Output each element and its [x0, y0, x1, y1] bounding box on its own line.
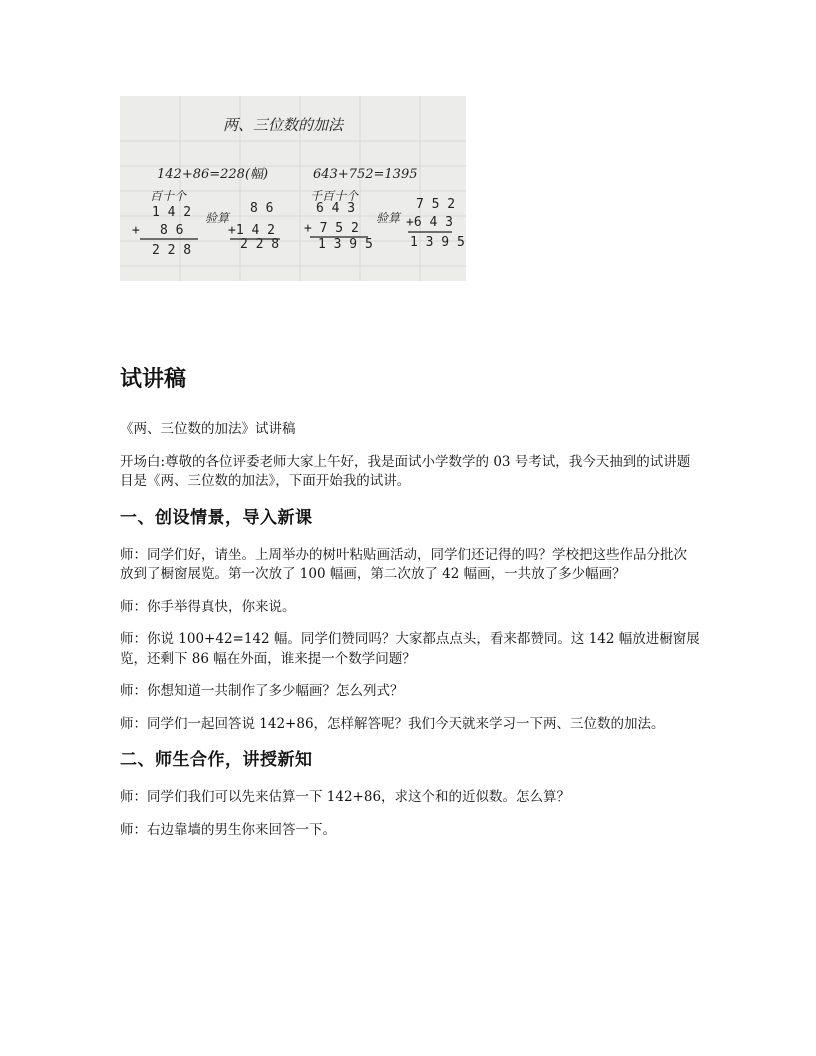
svg-text:1 4 2: 1 4 2 — [152, 205, 192, 220]
document-body — [120, 362, 700, 853]
svg-text:1 3 9 5: 1 3 9 5 — [410, 235, 465, 250]
section-1-paragraph: 师：你想知道一共制作了多少幅画？怎么列式？ — [120, 683, 404, 699]
svg-text:8 6: 8 6 — [160, 223, 184, 238]
svg-text:+: + — [132, 223, 140, 238]
equation-2: 643+752=1395 — [313, 167, 418, 182]
svg-text:8 6: 8 6 — [250, 201, 274, 216]
svg-text:2 2 8: 2 2 8 — [240, 237, 280, 252]
section-2-paragraph: 师：右边靠墙的男生你来回答一下。 — [120, 821, 336, 838]
section-1-paragraph: 师：你手举得真快，你来说。 — [120, 598, 296, 615]
section-1-title: 一、创设情景，导入新课 — [120, 507, 313, 528]
place-labels-2: 千百十个 — [310, 189, 359, 203]
intro-paragraph: 开场白:尊敬的各位评委老师大家上午好，我是面试小学数学的 03 号考试，我今天抽到的试讲题目是《两、三位数的加法》，下面开始我的试讲。 — [120, 453, 691, 489]
svg-text:+6 4 3: +6 4 3 — [406, 215, 453, 230]
svg-text:+1 4 2: +1 4 2 — [228, 223, 275, 238]
equation-1: 142+86=228(幅) — [157, 167, 269, 182]
section-2-title: 二、师生合作，讲授新知 — [120, 750, 313, 770]
check-label-1: 验算 — [205, 211, 230, 225]
photo-title: 两、三位数的加法 — [223, 116, 344, 134]
svg-text:1 3 9 5: 1 3 9 5 — [318, 237, 373, 252]
lesson-subtitle: 《两、三位数的加法》试讲稿 — [120, 421, 296, 437]
section-1-paragraph: 师：你说 100+42=142 幅。同学们赞同吗？大家都点点头，看来都赞同。这 142 幅放进橱窗展览，还剩下 86 幅在外面，谁来提一个数学问题？ — [120, 631, 700, 667]
svg-text:7 5 2: 7 5 2 — [416, 197, 456, 212]
section-1-paragraph: 师：同学们一起回答说 142+86，怎样解答呢？我们今天就来学习一下两、三位数的加法。 — [120, 715, 665, 732]
column-addition-sketches — [132, 197, 465, 258]
svg-text:6 4 3: 6 4 3 — [316, 201, 356, 216]
svg-text:+ 7 5 2: + 7 5 2 — [304, 221, 359, 236]
section-2-paragraph: 师：同学们我们可以先来估算一下 142+86，求这个和的近似数。怎么算？ — [120, 789, 571, 805]
page-title: 试讲稿 — [120, 367, 187, 392]
place-labels-1: 百十个 — [150, 189, 187, 203]
section-1-paragraph: 师：同学们好，请坐。上周举办的树叶粘贴画活动，同学们还记得的吗？学校把这些作品分批次放到了橱窗展览。第一次放了 100 幅画，第二次放了 42 幅画，一共放了多少幅画？ — [120, 546, 687, 582]
check-label-2: 验算 — [376, 211, 401, 225]
handwritten-notes-photo — [120, 96, 466, 281]
svg-text:2 2 8: 2 2 8 — [152, 243, 192, 258]
